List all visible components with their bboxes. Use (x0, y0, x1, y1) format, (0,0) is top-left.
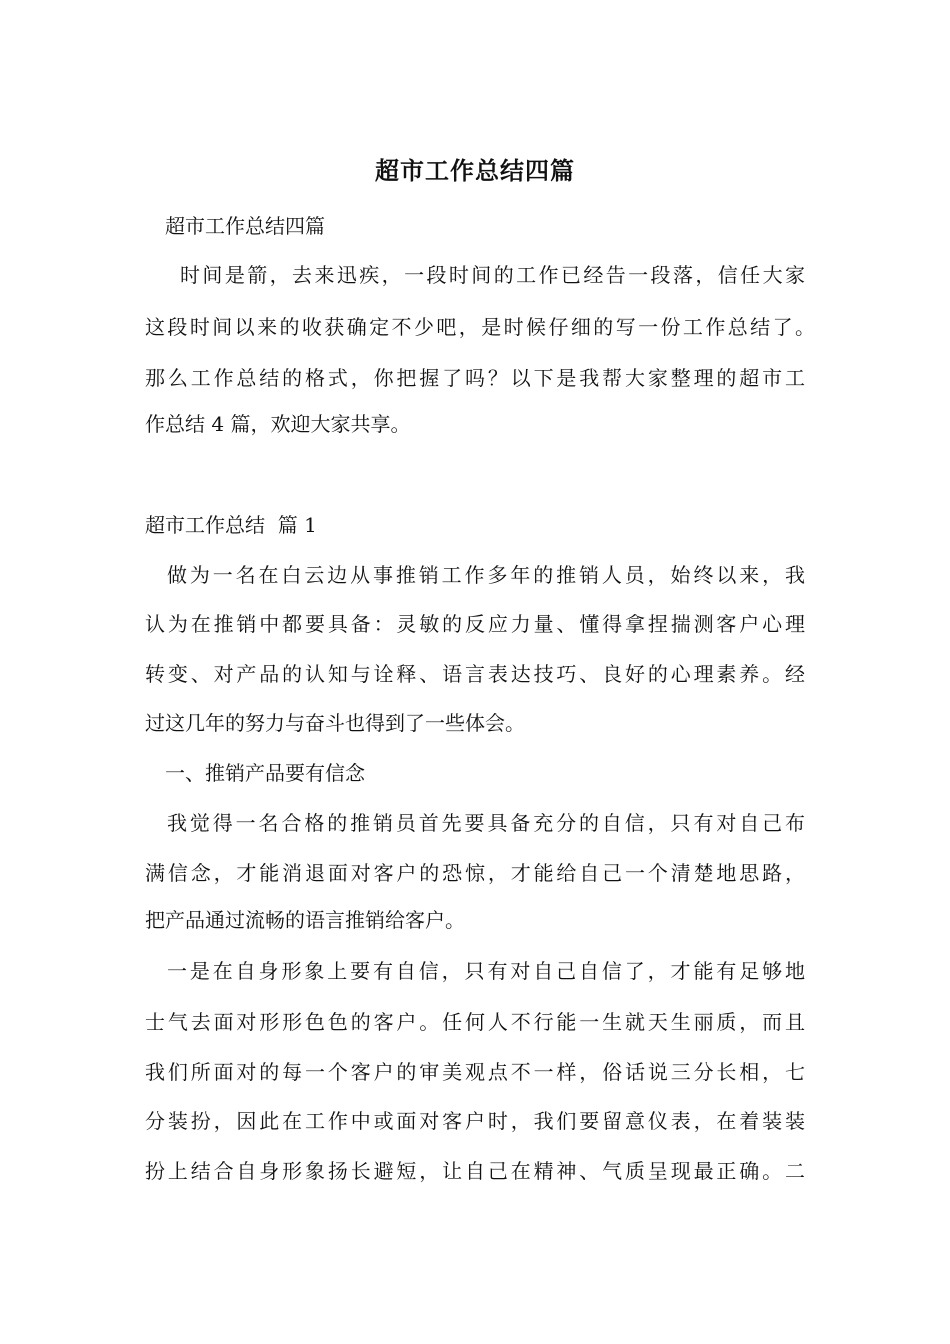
para2-line-2: 满信念，才能消退面对客户的恐惊，才能给自己一个清楚地思路， (145, 861, 805, 885)
section-heading: 超市工作总结 篇 1 (145, 513, 317, 537)
intro-line-3: 那么工作总结的格式，你把握了吗？以下是我帮大家整理的超市工 (145, 366, 805, 390)
para1-line-2: 认为在推销中都要具备：灵敏的反应力量、懂得拿捏揣测客户心理 (145, 612, 805, 636)
para1-line-1: 做为一名在白云边从事推销工作多年的推销人员，始终以来，我 (167, 563, 805, 587)
para3-line-1: 一是在自身形象上要有自信，只有对自己自信了，才能有足够地 (167, 959, 805, 983)
para3-line-3: 我们所面对的每一个客户的审美观点不一样，俗话说三分长相，七 (145, 1060, 805, 1084)
para3-line-4: 分装扮，因此在工作中或面对客户时，我们要留意仪表，在着装装 (145, 1109, 805, 1133)
intro-line-2: 这段时间以来的收获确定不少吧，是时候仔细的写一份工作总结了。 (145, 315, 815, 339)
para2-line-1: 我觉得一名合格的推销员首先要具备充分的自信，只有对自己布 (167, 811, 805, 835)
document-subtitle: 超市工作总结四篇 (165, 214, 325, 238)
para1-line-4: 过这几年的努力与奋斗也得到了一些体会。 (145, 711, 525, 735)
para2-line-3: 把产品通过流畅的语言推销给客户。 (145, 908, 465, 932)
intro-line-4: 作总结 4 篇，欢迎大家共享。 (145, 412, 411, 436)
point1-heading: 一、推销产品要有信念 (165, 761, 365, 785)
intro-line-1: 时间是箭，去来迅疾，一段时间的工作已经告一段落，信任大家 (180, 263, 805, 287)
document-title: 超市工作总结四篇 (375, 156, 575, 185)
para1-line-3: 转变、对产品的认知与诠释、语言表达技巧、良好的心理素养。经 (145, 662, 805, 686)
para3-line-2: 士气去面对形形色色的客户。任何人不行能一生就天生丽质，而且 (145, 1010, 805, 1034)
para3-line-5: 扮上结合自身形象扬长避短，让自己在精神、气质呈现最正确。二 (145, 1159, 805, 1183)
